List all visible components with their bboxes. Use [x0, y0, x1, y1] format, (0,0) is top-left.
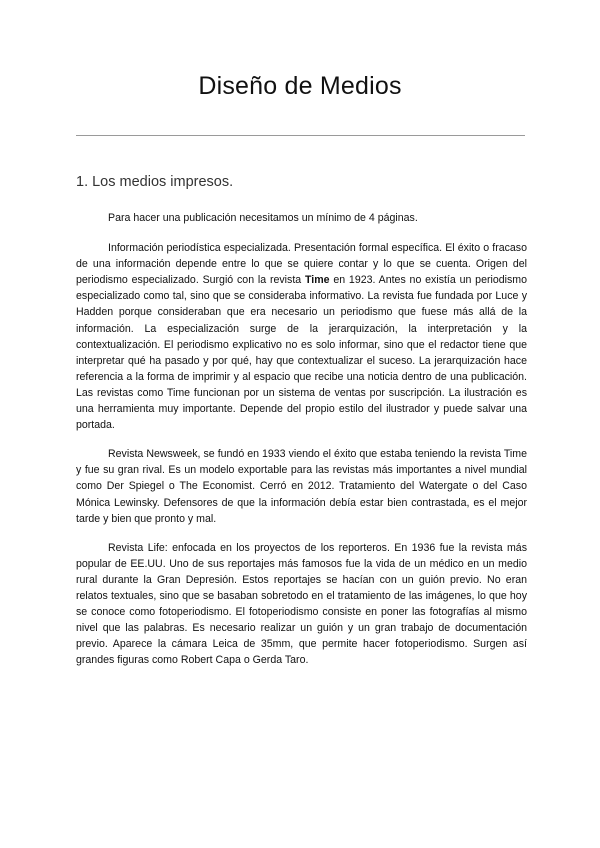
paragraph-newsweek: Revista Newsweek, se fundó en 1933 viendo el éxito que estaba teniendo la revista Time y fue su gran rival. Es un modelo exportable para las revistas más importantes a nivel mundial como Der Spiegel o The Economist. Cerró en 2012. Tratamiento del Watergate o del Caso Mónica Lewinsky. Defensores de que la información debía estar bien contrastada, es el mejor tarde y bien que pronto y mal. [76, 448, 527, 525]
body-text [76, 210, 527, 681]
paragraph-time-text-before: Información periodística especializada. Presentación formal específica. El éxito o fracaso de una información depende entre lo que se quiere contar y lo que se cuenta. Origen del periodismo especializado. Surgió con la revista [76, 242, 527, 287]
title-divider [76, 135, 525, 136]
section-heading: 1. Los medios impresos. [76, 174, 234, 190]
paragraph-time-text-after: en 1923. Antes no existía un periodismo especializado como tal, sino que se consideraba informativo. La revista fue fundada por Luce y Hadden porque consideraban que era necesario un periodismo que fuese más allá de la información. La especialización surge de la jerarquización, la interpretación y la contextualización. El periodismo explicativo no es solo informar, sino que el redactor tiene que interpretar qué ha pasado y por qué, hay que contextualizar el suceso. La jerarquización hace referencia a la forma de imprimir y al espacio que recibe una noticia dentro de una publicación. Las revistas como Time funcionan por un sistema de ventas por suscripción. La ilustración es una herramienta muy importante. Depende del propio estilo del ilustrador y puede salvar una portada. [76, 274, 527, 432]
paragraph-minimum-pages: Para hacer una publicación necesitamos un mínimo de 4 páginas. [108, 212, 418, 224]
document-title: Diseño de Medios [198, 72, 402, 100]
paragraph-life-magazine: Revista Life: enfocada en los proyectos de los reporteros. En 1936 fue la revista más popular de EE.UU. Uno de sus reportajes más famosos fue la vida de un médico en un medio rural durante la Gran Depresión. Estos reportajes se hacían con un guión previo. No eran relatos textuales, sino que se basaban sobretodo en el tratamiento de las imágenes, lo que hoy se conoce como fotoperiodismo. El fotoperiodismo consiste en poner las fotografías al mismo nivel que las palabras. Es necesario realizar un guión y un gran trabajo de documentación previo. Aparece la cámara Leica de 35mm, que permite hacer fotoperiodismo. Surgen así grandes figuras como Robert Capa o Gerda Taro. [76, 541, 527, 667]
time-bold-text: Time [304, 274, 330, 287]
paragraph-time-magazine [76, 240, 527, 433]
